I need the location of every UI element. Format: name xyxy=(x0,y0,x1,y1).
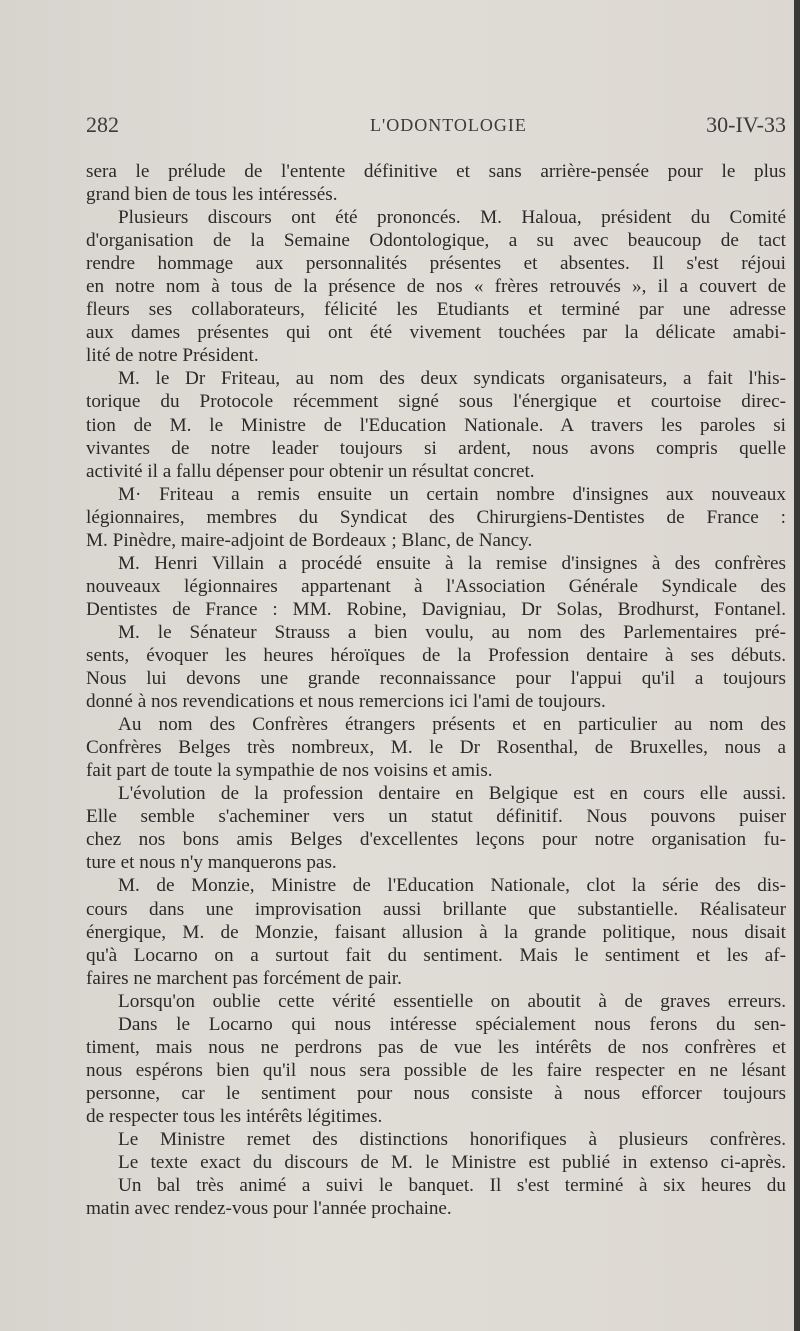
text-line: M. Pinèdre, maire-adjoint de Bordeaux ; Blanc, de Nancy. xyxy=(86,529,533,551)
article-body xyxy=(86,160,786,1220)
text-line: en notre nom à tous de la présence de nos « frères retrouvés », il a couvert de xyxy=(86,276,786,298)
text-line: M. Henri Villain a procédé ensuite à la remise d'insignes à des confrères xyxy=(118,552,786,574)
text-line: M. de Monzie, Ministre de l'Education Nationale, clot la série des dis- xyxy=(118,875,786,897)
text-line: énergique, M. de Monzie, faisant allusion à la grande politique, nous disait xyxy=(86,921,786,943)
text-line: légionnaires, membres du Syndicat des Chirurgiens-Dentistes de France : xyxy=(86,506,786,528)
text-line: fait part de toute la sympathie de nos voisins et amis. xyxy=(86,760,493,782)
text-line: faires ne marchent pas forcément de pair. xyxy=(86,967,402,989)
text-line: d'organisation de la Semaine Odontologique, a su avec beaucoup de tact xyxy=(86,230,786,252)
text-line: rendre hommage aux personnalités présentes et absentes. Il s'est réjoui xyxy=(86,253,786,275)
text-line: Confrères Belges très nombreux, M. le Dr Rosenthal, de Bruxelles, nous a xyxy=(86,737,786,759)
text-line: sents, évoquer les heures héroïques de la Profession dentaire à ses débuts. xyxy=(86,644,786,666)
text-line: Au nom des Confrères étrangers présents et en particulier au nom des xyxy=(118,714,786,736)
text-line: L'évolution de la profession dentaire en Belgique est en cours elle aussi. xyxy=(118,783,786,805)
text-line: Le Ministre remet des distinctions honorifiques à plusieurs confrères. xyxy=(118,1128,786,1150)
text-line: Lorsqu'on oublie cette vérité essentielle on aboutit à de graves erreurs. xyxy=(118,990,786,1012)
text-line: grand bien de tous les intéressés. xyxy=(86,184,338,206)
journal-title: L'ODONTOLOGIE xyxy=(370,115,527,135)
text-line: matin avec rendez-vous pour l'année prochaine. xyxy=(86,1198,452,1220)
text-line: lité de notre Président. xyxy=(86,345,259,367)
page-edge-shadow xyxy=(794,0,800,1331)
text-line: cours dans une improvisation aussi brillante que substantielle. Réalisateur xyxy=(86,898,786,920)
text-line: M. le Dr Friteau, au nom des deux syndicats organisateurs, a fait l'his- xyxy=(118,368,786,390)
issue-date: 30-IV-33 xyxy=(706,112,786,137)
text-line: torique du Protocole récemment signé sous l'énergique et courtoise direc- xyxy=(86,391,786,413)
text-line: Un bal très animé a suivi le banquet. Il s'est terminé à six heures du xyxy=(118,1175,786,1197)
text-line: Plusieurs discours ont été prononcés. M. Haloua, président du Comité xyxy=(118,207,786,229)
text-line: timent, mais nous ne perdrons pas de vue les intérêts de nos confrères et xyxy=(86,1036,786,1058)
text-line: Elle semble s'acheminer vers un statut définitif. Nous pouvons puiser xyxy=(86,806,786,828)
text-line: sera le prélude de l'entente définitive et sans arrière-pensée pour le plus xyxy=(86,161,786,182)
text-line: qu'à Locarno on a surtout fait du sentiment. Mais le sentiment et les af- xyxy=(86,944,786,966)
text-line: M· Friteau a remis ensuite un certain nombre d'insignes aux nouveaux xyxy=(118,483,786,505)
text-line: Dans le Locarno qui nous intéresse spécialement nous ferons du sen- xyxy=(118,1013,786,1035)
text-line: M. le Sénateur Strauss a bien voulu, au nom des Parlementaires pré- xyxy=(118,621,786,643)
text-line: fleurs ses collaborateurs, félicité les Etudiants et terminé par une adresse xyxy=(86,299,786,321)
text-line: nous espérons bien qu'il nous sera possible de les faire respecter en ne lésant xyxy=(86,1059,786,1081)
text-line: vivantes de notre leader toujours si ardent, nous avons compris quelle xyxy=(86,437,786,459)
running-header xyxy=(86,112,786,140)
text-line: Nous lui devons une grande reconnaissance pour l'appui qu'il a toujours xyxy=(86,668,786,690)
text-line: donné à nos revendications et nous remercions ici l'ami de toujours. xyxy=(86,691,606,713)
text-line: aux dames présentes qui ont été vivement touchées par la délicate amabi- xyxy=(86,322,786,344)
text-line: tion de M. le Ministre de l'Education Nationale. A travers les paroles si xyxy=(86,414,786,436)
text-line: chez nos bons amis Belges d'excellentes leçons pour notre organisation fu- xyxy=(86,829,786,851)
page-number: 282 xyxy=(86,112,119,137)
text-line: personne, car le sentiment pour nous consiste à nous efforcer toujours xyxy=(86,1082,786,1104)
text-line: Dentistes de France : MM. Robine, Davigniau, Dr Solas, Brodhurst, Fontanel. xyxy=(86,598,786,620)
text-line: ture et nous n'y manquerons pas. xyxy=(86,852,337,874)
text-line: de respecter tous les intérêts légitimes. xyxy=(86,1105,383,1127)
text-line: nouveaux légionnaires appartenant à l'Association Générale Syndicale des xyxy=(86,575,786,597)
text-line: activité il a fallu dépenser pour obtenir un résultat concret. xyxy=(86,460,535,482)
text-line: Le texte exact du discours de M. le Ministre est publié in extenso ci-après. xyxy=(118,1152,786,1174)
